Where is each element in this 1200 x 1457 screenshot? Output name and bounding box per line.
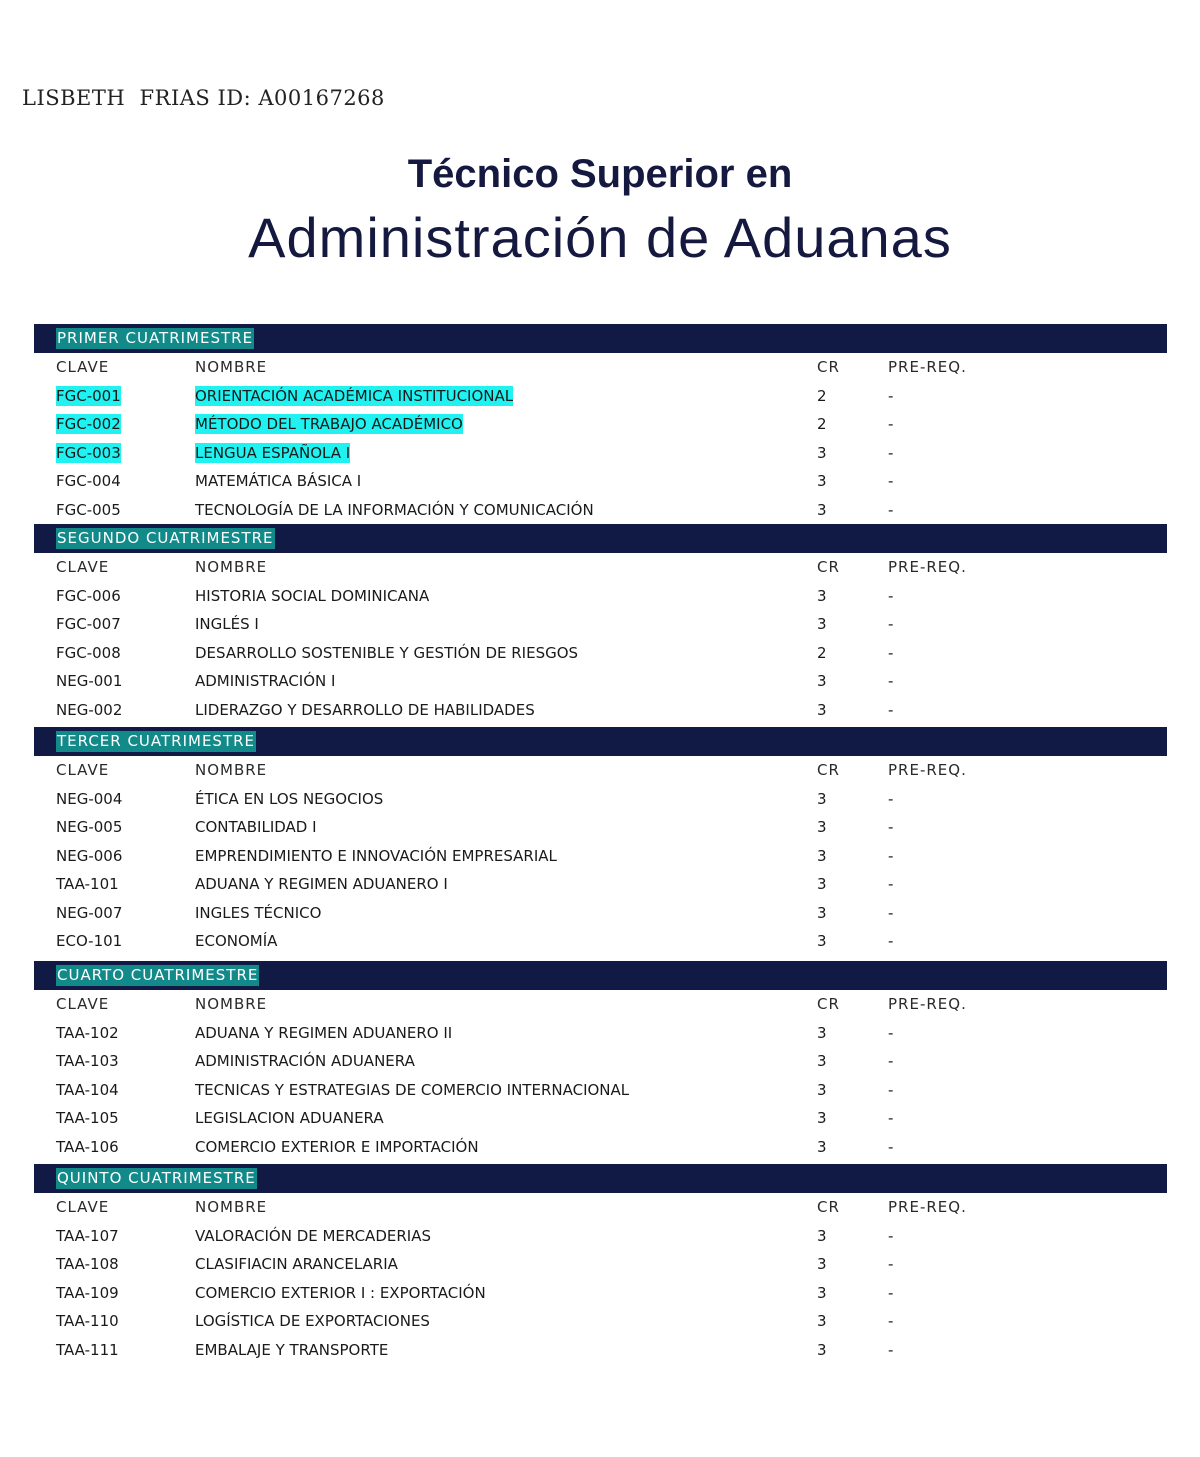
course-name: EMPRENDIMIENTO E INNOVACIÓN EMPRESARIAL [195, 846, 557, 865]
course-code: TAA-102 [56, 1023, 119, 1042]
table-row [0, 667, 1200, 695]
course-prereq: - [888, 1080, 894, 1099]
column-header-prereq: PRE-REQ. [888, 995, 967, 1013]
semester-title: CUARTO CUATRIMESTRE [57, 966, 259, 984]
table-row [0, 842, 1200, 870]
course-name: LEGISLACION ADUANERA [195, 1109, 384, 1127]
course-prereq: - [888, 789, 894, 808]
course-prereq: - [888, 586, 894, 605]
table-row [0, 1133, 1200, 1161]
course-prereq: - [888, 1340, 894, 1359]
course-code: FGC-003 [56, 443, 121, 462]
table-row [0, 496, 1200, 524]
course-code: TAA-108 [56, 1255, 119, 1273]
column-header-prereq: PRE-REQ. [888, 358, 967, 376]
course-prereq: - [888, 1226, 894, 1245]
table-row [0, 1222, 1200, 1250]
course-credits: 3 [817, 472, 827, 490]
column-header-cr: CR [817, 761, 840, 779]
column-header-row [0, 553, 1200, 581]
table-row [0, 1076, 1200, 1104]
course-code: FGC-005 [56, 500, 121, 519]
course-credits: 3 [817, 443, 827, 462]
course-prereq: - [888, 818, 894, 836]
table-row [0, 382, 1200, 410]
column-header-row [0, 1193, 1200, 1221]
table-row [0, 1336, 1200, 1364]
table-row [0, 870, 1200, 898]
course-prereq: - [888, 875, 894, 893]
semester-header [34, 727, 1167, 756]
course-code: TAA-109 [56, 1283, 119, 1302]
course-prereq: - [888, 386, 894, 405]
table-row [0, 785, 1200, 813]
semester-title: TERCER CUATRIMESTRE [57, 732, 256, 750]
course-name: COMERCIO EXTERIOR I : EXPORTACIÓN [195, 1283, 486, 1302]
semester-title: SEGUNDO CUATRIMESTRE [57, 529, 274, 547]
course-credits: 3 [817, 500, 827, 519]
course-credits: 2 [817, 386, 827, 405]
course-code: TAA-101 [56, 875, 119, 893]
course-prereq: - [888, 500, 894, 519]
course-code: ECO-101 [56, 932, 123, 950]
course-prereq: - [888, 672, 894, 690]
course-credits: 3 [817, 1080, 827, 1099]
table-row [0, 813, 1200, 841]
column-header-cr: CR [817, 1198, 840, 1216]
student-name-id: LISBETH FRIAS ID: A00167268 [22, 86, 385, 110]
course-credits: 3 [817, 875, 827, 893]
table-row [0, 1250, 1200, 1278]
course-code: NEG-007 [56, 903, 123, 922]
course-name: MÉTODO DEL TRABAJO ACADÉMICO [195, 415, 463, 433]
course-credits: 2 [817, 415, 827, 433]
column-header-row [0, 353, 1200, 381]
course-credits: 3 [817, 1052, 827, 1070]
course-name: INGLES TÉCNICO [195, 903, 322, 922]
course-name: ADUANA Y REGIMEN ADUANERO I [195, 875, 448, 893]
column-header-cr: CR [817, 995, 840, 1013]
course-name: ADMINISTRACIÓN I [195, 672, 336, 690]
course-name: ECONOMÍA [195, 932, 278, 950]
course-prereq: - [888, 415, 894, 433]
course-code: TAA-106 [56, 1137, 119, 1156]
table-row [0, 1104, 1200, 1132]
course-name: ADUANA Y REGIMEN ADUANERO II [195, 1023, 453, 1042]
column-header-row [0, 990, 1200, 1018]
semester-header [34, 324, 1167, 353]
course-name: CONTABILIDAD I [195, 818, 317, 836]
column-header-code: CLAVE [56, 1198, 110, 1216]
course-code: FGC-006 [56, 586, 121, 605]
course-credits: 3 [817, 903, 827, 922]
course-code: TAA-105 [56, 1109, 119, 1127]
course-name: DESARROLLO SOSTENIBLE Y GESTIÓN DE RIESGOS [195, 643, 579, 662]
table-row [0, 467, 1200, 495]
course-prereq: - [888, 700, 894, 719]
course-credits: 3 [817, 1023, 827, 1042]
course-prereq: - [888, 443, 894, 462]
semester-header [34, 524, 1167, 553]
course-credits: 3 [817, 615, 827, 633]
course-name: MATEMÁTICA BÁSICA I [195, 472, 362, 490]
course-code: NEG-005 [56, 818, 123, 836]
course-prereq: - [888, 1109, 894, 1127]
table-row [0, 439, 1200, 467]
course-credits: 3 [817, 672, 827, 690]
column-header-name: NOMBRE [195, 995, 268, 1013]
course-code: FGC-002 [56, 415, 121, 433]
table-row [0, 899, 1200, 927]
course-prereq: - [888, 1137, 894, 1156]
course-code: NEG-002 [56, 700, 123, 719]
course-credits: 3 [817, 1283, 827, 1302]
course-credits: 3 [817, 818, 827, 836]
course-code: TAA-110 [56, 1312, 119, 1330]
course-name: TECNICAS Y ESTRATEGIAS DE COMERCIO INTERNACIONAL [195, 1080, 630, 1099]
semester-header [34, 1164, 1167, 1193]
course-name: TECNOLOGÍA DE LA INFORMACIÓN Y COMUNICACIÓN [195, 500, 594, 519]
column-header-code: CLAVE [56, 995, 110, 1013]
course-prereq: - [888, 932, 894, 950]
course-credits: 3 [817, 1255, 827, 1273]
semester-title: PRIMER CUATRIMESTRE [57, 329, 254, 347]
course-credits: 3 [817, 700, 827, 719]
course-code: TAA-107 [56, 1226, 119, 1245]
course-prereq: - [888, 615, 894, 633]
course-name: ADMINISTRACIÓN ADUANERA [195, 1052, 415, 1070]
column-header-cr: CR [817, 558, 840, 576]
course-credits: 2 [817, 643, 827, 662]
course-prereq: - [888, 846, 894, 865]
course-name: EMBALAJE Y TRANSPORTE [195, 1340, 389, 1359]
course-name: INGLÉS I [195, 615, 259, 633]
course-credits: 3 [817, 932, 827, 950]
course-name: ÉTICA EN LOS NEGOCIOS [195, 789, 384, 808]
semester-title: QUINTO CUATRIMESTRE [57, 1169, 256, 1187]
column-header-code: CLAVE [56, 761, 110, 779]
course-name: VALORACIÓN DE MERCADERIAS [195, 1226, 431, 1245]
course-prereq: - [888, 1312, 894, 1330]
column-header-code: CLAVE [56, 358, 110, 376]
table-row [0, 1019, 1200, 1047]
column-header-cr: CR [817, 358, 840, 376]
table-row [0, 582, 1200, 610]
table-row [0, 410, 1200, 438]
course-name: CLASIFIACIN ARANCELARIA [195, 1255, 398, 1273]
table-row [0, 1279, 1200, 1307]
table-row [0, 1047, 1200, 1075]
course-credits: 3 [817, 586, 827, 605]
course-prereq: - [888, 903, 894, 922]
semester-header [34, 961, 1167, 990]
course-prereq: - [888, 1052, 894, 1070]
table-row [0, 610, 1200, 638]
course-credits: 3 [817, 846, 827, 865]
course-name: COMERCIO EXTERIOR E IMPORTACIÓN [195, 1137, 479, 1156]
course-prereq: - [888, 472, 894, 490]
table-row [0, 927, 1200, 955]
course-prereq: - [888, 1023, 894, 1042]
program-title-line1: Técnico Superior en [407, 152, 793, 196]
column-header-row [0, 756, 1200, 784]
course-credits: 3 [817, 1137, 827, 1156]
course-credits: 3 [817, 1226, 827, 1245]
course-code: TAA-103 [56, 1052, 119, 1070]
course-code: TAA-104 [56, 1080, 119, 1099]
program-title-line2: Administración de Aduanas [248, 206, 952, 269]
table-row [0, 639, 1200, 667]
course-prereq: - [888, 1283, 894, 1302]
course-code: NEG-006 [56, 846, 123, 865]
course-prereq: - [888, 1255, 894, 1273]
column-header-name: NOMBRE [195, 1198, 268, 1216]
course-name: HISTORIA SOCIAL DOMINICANA [195, 586, 430, 605]
course-name: ORIENTACIÓN ACADÉMICA INSTITUCIONAL [195, 386, 514, 405]
course-name: LIDERAZGO Y DESARROLLO DE HABILIDADES [195, 700, 535, 719]
column-header-name: NOMBRE [195, 358, 268, 376]
column-header-prereq: PRE-REQ. [888, 558, 967, 576]
course-code: NEG-004 [56, 789, 123, 808]
column-header-name: NOMBRE [195, 761, 268, 779]
table-row [0, 1307, 1200, 1335]
course-credits: 3 [817, 1312, 827, 1330]
course-credits: 3 [817, 1340, 827, 1359]
course-code: FGC-007 [56, 615, 121, 633]
course-code: FGC-001 [56, 386, 121, 405]
column-header-prereq: PRE-REQ. [888, 761, 967, 779]
table-row [0, 696, 1200, 724]
course-name: LOGÍSTICA DE EXPORTACIONES [195, 1312, 430, 1330]
course-credits: 3 [817, 1109, 827, 1127]
course-name: LENGUA ESPAÑOLA I [195, 443, 351, 462]
column-header-name: NOMBRE [195, 558, 268, 576]
course-prereq: - [888, 643, 894, 662]
course-code: TAA-111 [56, 1340, 119, 1359]
column-header-code: CLAVE [56, 558, 110, 576]
column-header-prereq: PRE-REQ. [888, 1198, 967, 1216]
course-code: NEG-001 [56, 672, 123, 690]
course-code: FGC-004 [56, 472, 121, 490]
course-code: FGC-008 [56, 643, 121, 662]
course-credits: 3 [817, 789, 827, 808]
